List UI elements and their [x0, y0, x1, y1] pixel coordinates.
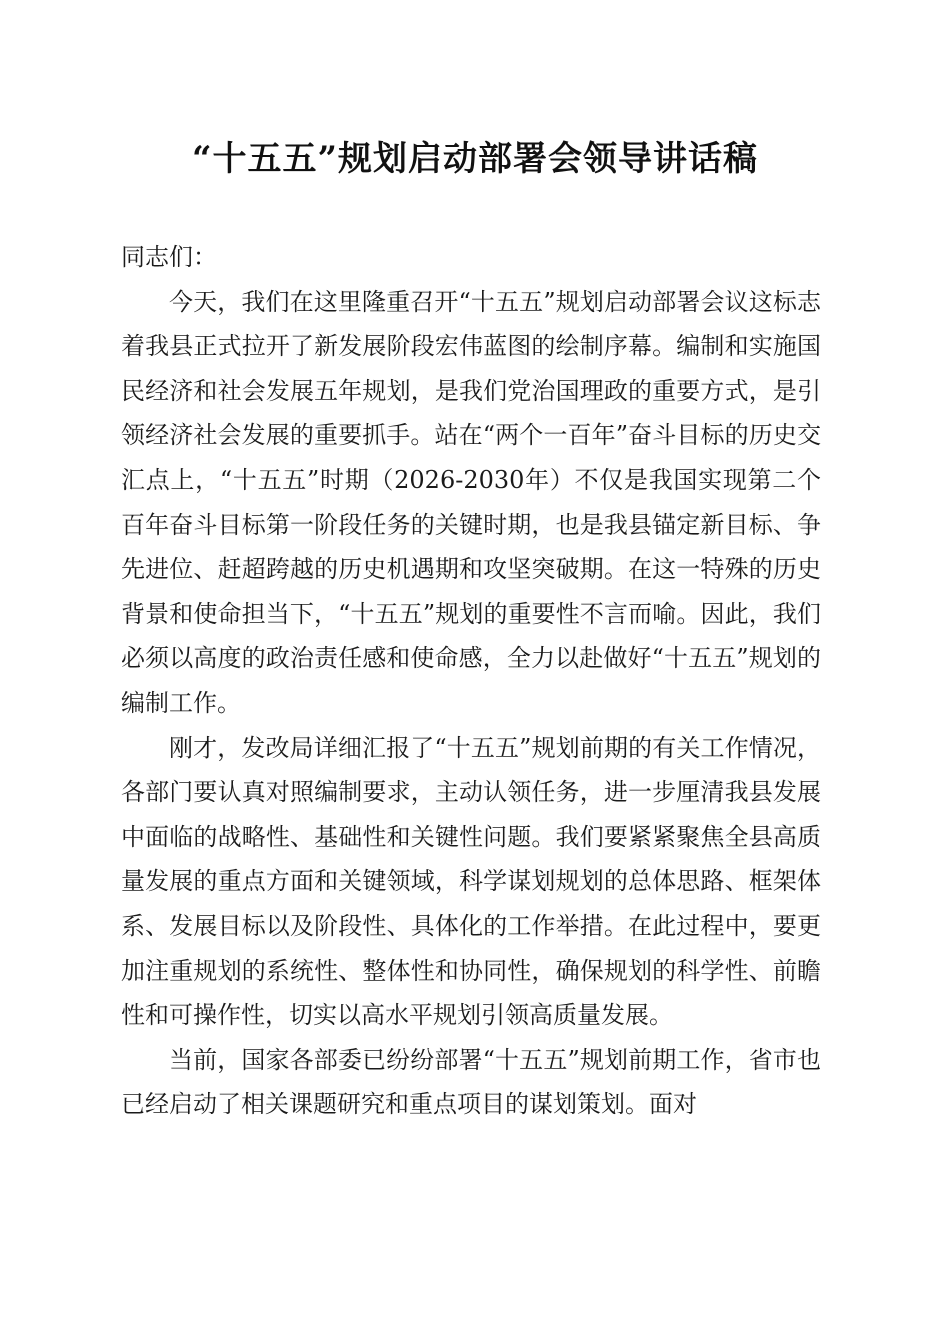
document-body — [121, 235, 821, 1127]
paragraph-1: 今天，我们在这里隆重召开“十五五”规划启动部署会议这标志着我县正式拉开了新发展阶段宏伟蓝图的绘制序幕。编制和实施国民经济和社会发展五年规划，是我们党治国理政的重要方式，是引领经济社会发展的重要抓手。站在“两个一百年”奋斗目标的历史交汇点上，“十五五”时期（2026-2030年）不仅是我国实现第二个百年奋斗目标第一阶段任务的关键时期，也是我县锚定新目标、争先进位、赶超跨越的历史机遇期和攻坚突破期。在这一特殊的历史背景和使命担当下，“十五五”规划的重要性不言而喻。因此，我们必须以高度的政治责任感和使命感，全力以赴做好“十五五”规划的编制工作。 — [121, 287, 821, 717]
paragraph-3: 当前，国家各部委已纷纷部署“十五五”规划前期工作，省市也已经启动了相关课题研究和重点项目的谋划策划。面对 — [121, 1045, 821, 1119]
document-title: “十五五”规划启动部署会领导讲话稿 — [191, 139, 759, 179]
paragraph-2: 刚才，发改局详细汇报了“十五五”规划前期的有关工作情况，各部门要认真对照编制要求，主动认领任务，进一步厘清我县发展中面临的战略性、基础性和关键性问题。我们要紧紧聚焦全县高质量发展的重点方面和关键领域，科学谋划规划的总体思路、框架体系、发展目标以及阶段性、具体化的工作举措。在此过程中，要更加注重规划的系统性、整体性和协同性，确保规划的科学性、前瞻性和可操作性，切实以高水平规划引领高质量发展。 — [121, 733, 821, 1030]
salutation: 同志们： — [121, 243, 217, 271]
